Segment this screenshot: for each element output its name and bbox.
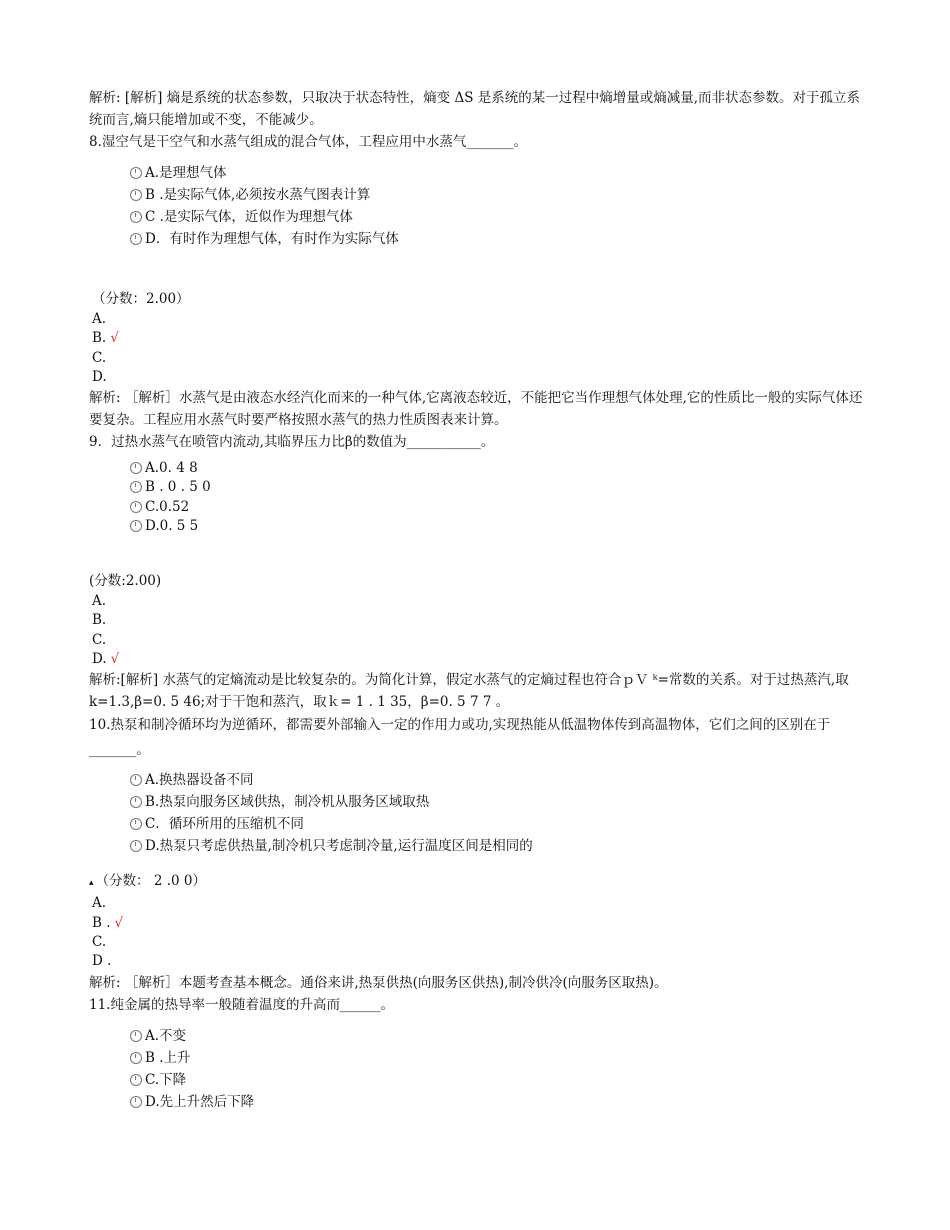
radio-icon[interactable]	[130, 211, 142, 223]
correct-check-icon: √	[110, 651, 120, 668]
option-d[interactable]: D.先上升然后下降	[130, 1091, 864, 1113]
radio-icon[interactable]	[130, 774, 142, 786]
triangle-marker-icon: ▴	[89, 878, 94, 889]
answer-c: C.	[92, 349, 107, 366]
option-b[interactable]: B .上升	[130, 1047, 864, 1069]
option-b[interactable]: B . 0 . 5 0	[130, 478, 864, 498]
radio-icon[interactable]	[130, 501, 142, 513]
radio-icon[interactable]	[130, 796, 142, 808]
radio-icon[interactable]	[130, 481, 142, 493]
radio-icon[interactable]	[130, 462, 142, 474]
answer-c: C.	[92, 631, 107, 648]
question-11-text: 11.纯金属的热导率一般随着温度的升高而______。	[89, 996, 394, 1013]
option-d[interactable]: D．有时作为理想气体，有时作为实际气体	[130, 228, 864, 250]
question-10-options	[130, 769, 864, 857]
score-label: (分数:2.00)	[89, 573, 162, 590]
option-d[interactable]: D.0. 5 5	[130, 517, 864, 537]
option-c[interactable]: C.下降	[130, 1069, 864, 1091]
option-a[interactable]: A.0. 4 8	[130, 458, 864, 478]
answer-d: D. √	[92, 651, 120, 668]
answer-b: B . √	[92, 914, 124, 931]
question-8-text: 8.湿空气是干空气和水蒸气组成的混合气体，工程应用中水蒸气_______。	[89, 134, 528, 150]
question-8-options	[130, 162, 864, 250]
radio-icon[interactable]	[130, 1030, 142, 1042]
option-c[interactable]: C.0.52	[130, 497, 864, 517]
answer-a: A.	[92, 311, 107, 327]
answer-d: D .	[92, 953, 112, 970]
radio-icon[interactable]	[130, 1052, 142, 1064]
question-10-text: 10.热泵和制冷循环均为逆循环，都需要外部输入一定的作用力或功,实现热能从低温物体传到高温物体，它们之间的区别在于_______。	[89, 717, 831, 759]
q7-explanation: 解析: [解析] 熵是系统的状态参数，只取决于状态特性，熵变 ΔS 是系统的某一过程中熵增量或熵减量,而非状态参数。对于孤立系统而言,熵只能增加或不变，不能减少。	[89, 90, 861, 128]
question-8-explanation: 解析: ［解析］水蒸气是由液态水经汽化而来的一种气体,它离液态较近，不能把它当作理想气体处理,它的性质比一般的实际气体还要复杂。工程应用水蒸气时要严格按照水蒸气的热力性质图表来计算。	[89, 390, 863, 429]
radio-icon[interactable]	[130, 189, 142, 201]
answer-list	[92, 310, 864, 387]
answer-d: D.	[92, 368, 107, 385]
answer-list	[92, 894, 864, 971]
score-label: ▴ （分数： 2 .0 0）	[89, 873, 206, 890]
question-10-explanation: 解析: ［解析］本题考查基本概念。通俗来讲,热泵供热(向服务区供热),制冷供冷(向服务区取热)。	[89, 974, 668, 991]
radio-icon[interactable]	[130, 1096, 142, 1108]
question-9-options	[130, 458, 864, 536]
question-10	[89, 713, 864, 993]
radio-icon[interactable]	[130, 167, 142, 179]
radio-icon[interactable]	[130, 840, 142, 852]
answer-a: A.	[92, 593, 107, 610]
radio-icon[interactable]	[130, 818, 142, 830]
answer-b: B.	[92, 612, 107, 629]
option-a[interactable]: A.不变	[130, 1025, 864, 1047]
question-9-explanation: 解析:[解析] 水蒸气的定熵流动是比较复杂的。为简化计算，假定水蒸气的定熵过程也符合ｐＶ ᵏ=常数的关系。对于过热蒸汽,取 k=1.3,β=0. 5 46;对于干饱和蒸汽，取ｋ= 1 . 1 35，β=0. 5 7 7 。	[89, 672, 849, 711]
option-b[interactable]: B .是实际气体,必须按水蒸气图表计算	[130, 184, 864, 206]
option-d[interactable]: D.热泵只考虑供热量,制冷机只考虑制冷量,运行温度区间是相同的	[130, 835, 864, 857]
correct-check-icon: √	[114, 914, 124, 931]
answer-list	[92, 592, 864, 669]
question-11	[89, 994, 864, 1113]
option-a[interactable]: A.换热器设备不同	[130, 769, 864, 791]
question-9	[89, 431, 864, 713]
answer-b: B. √	[92, 330, 119, 347]
radio-icon[interactable]	[130, 233, 142, 245]
question-11-options	[130, 1025, 864, 1113]
question-8	[89, 131, 864, 431]
document-page	[89, 87, 864, 1113]
correct-check-icon: √	[110, 330, 119, 347]
option-c[interactable]: C．循环所用的压缩机不同	[130, 813, 864, 835]
option-a[interactable]: A.是理想气体	[130, 162, 864, 184]
option-c[interactable]: C .是实际气体，近似作为理想气体	[130, 206, 864, 228]
answer-a: A.	[92, 895, 107, 912]
answer-c: C.	[92, 933, 107, 950]
radio-icon[interactable]	[130, 520, 142, 532]
question-9-text: 9．过热水蒸气在喷管内流动,其临界压力比β的数值为___________。	[89, 434, 495, 451]
option-b[interactable]: B.热泵向服务区域供热，制冷机从服务区域取热	[130, 791, 864, 813]
radio-icon[interactable]	[130, 1074, 142, 1086]
score-label: （分数：2.00）	[92, 291, 190, 307]
